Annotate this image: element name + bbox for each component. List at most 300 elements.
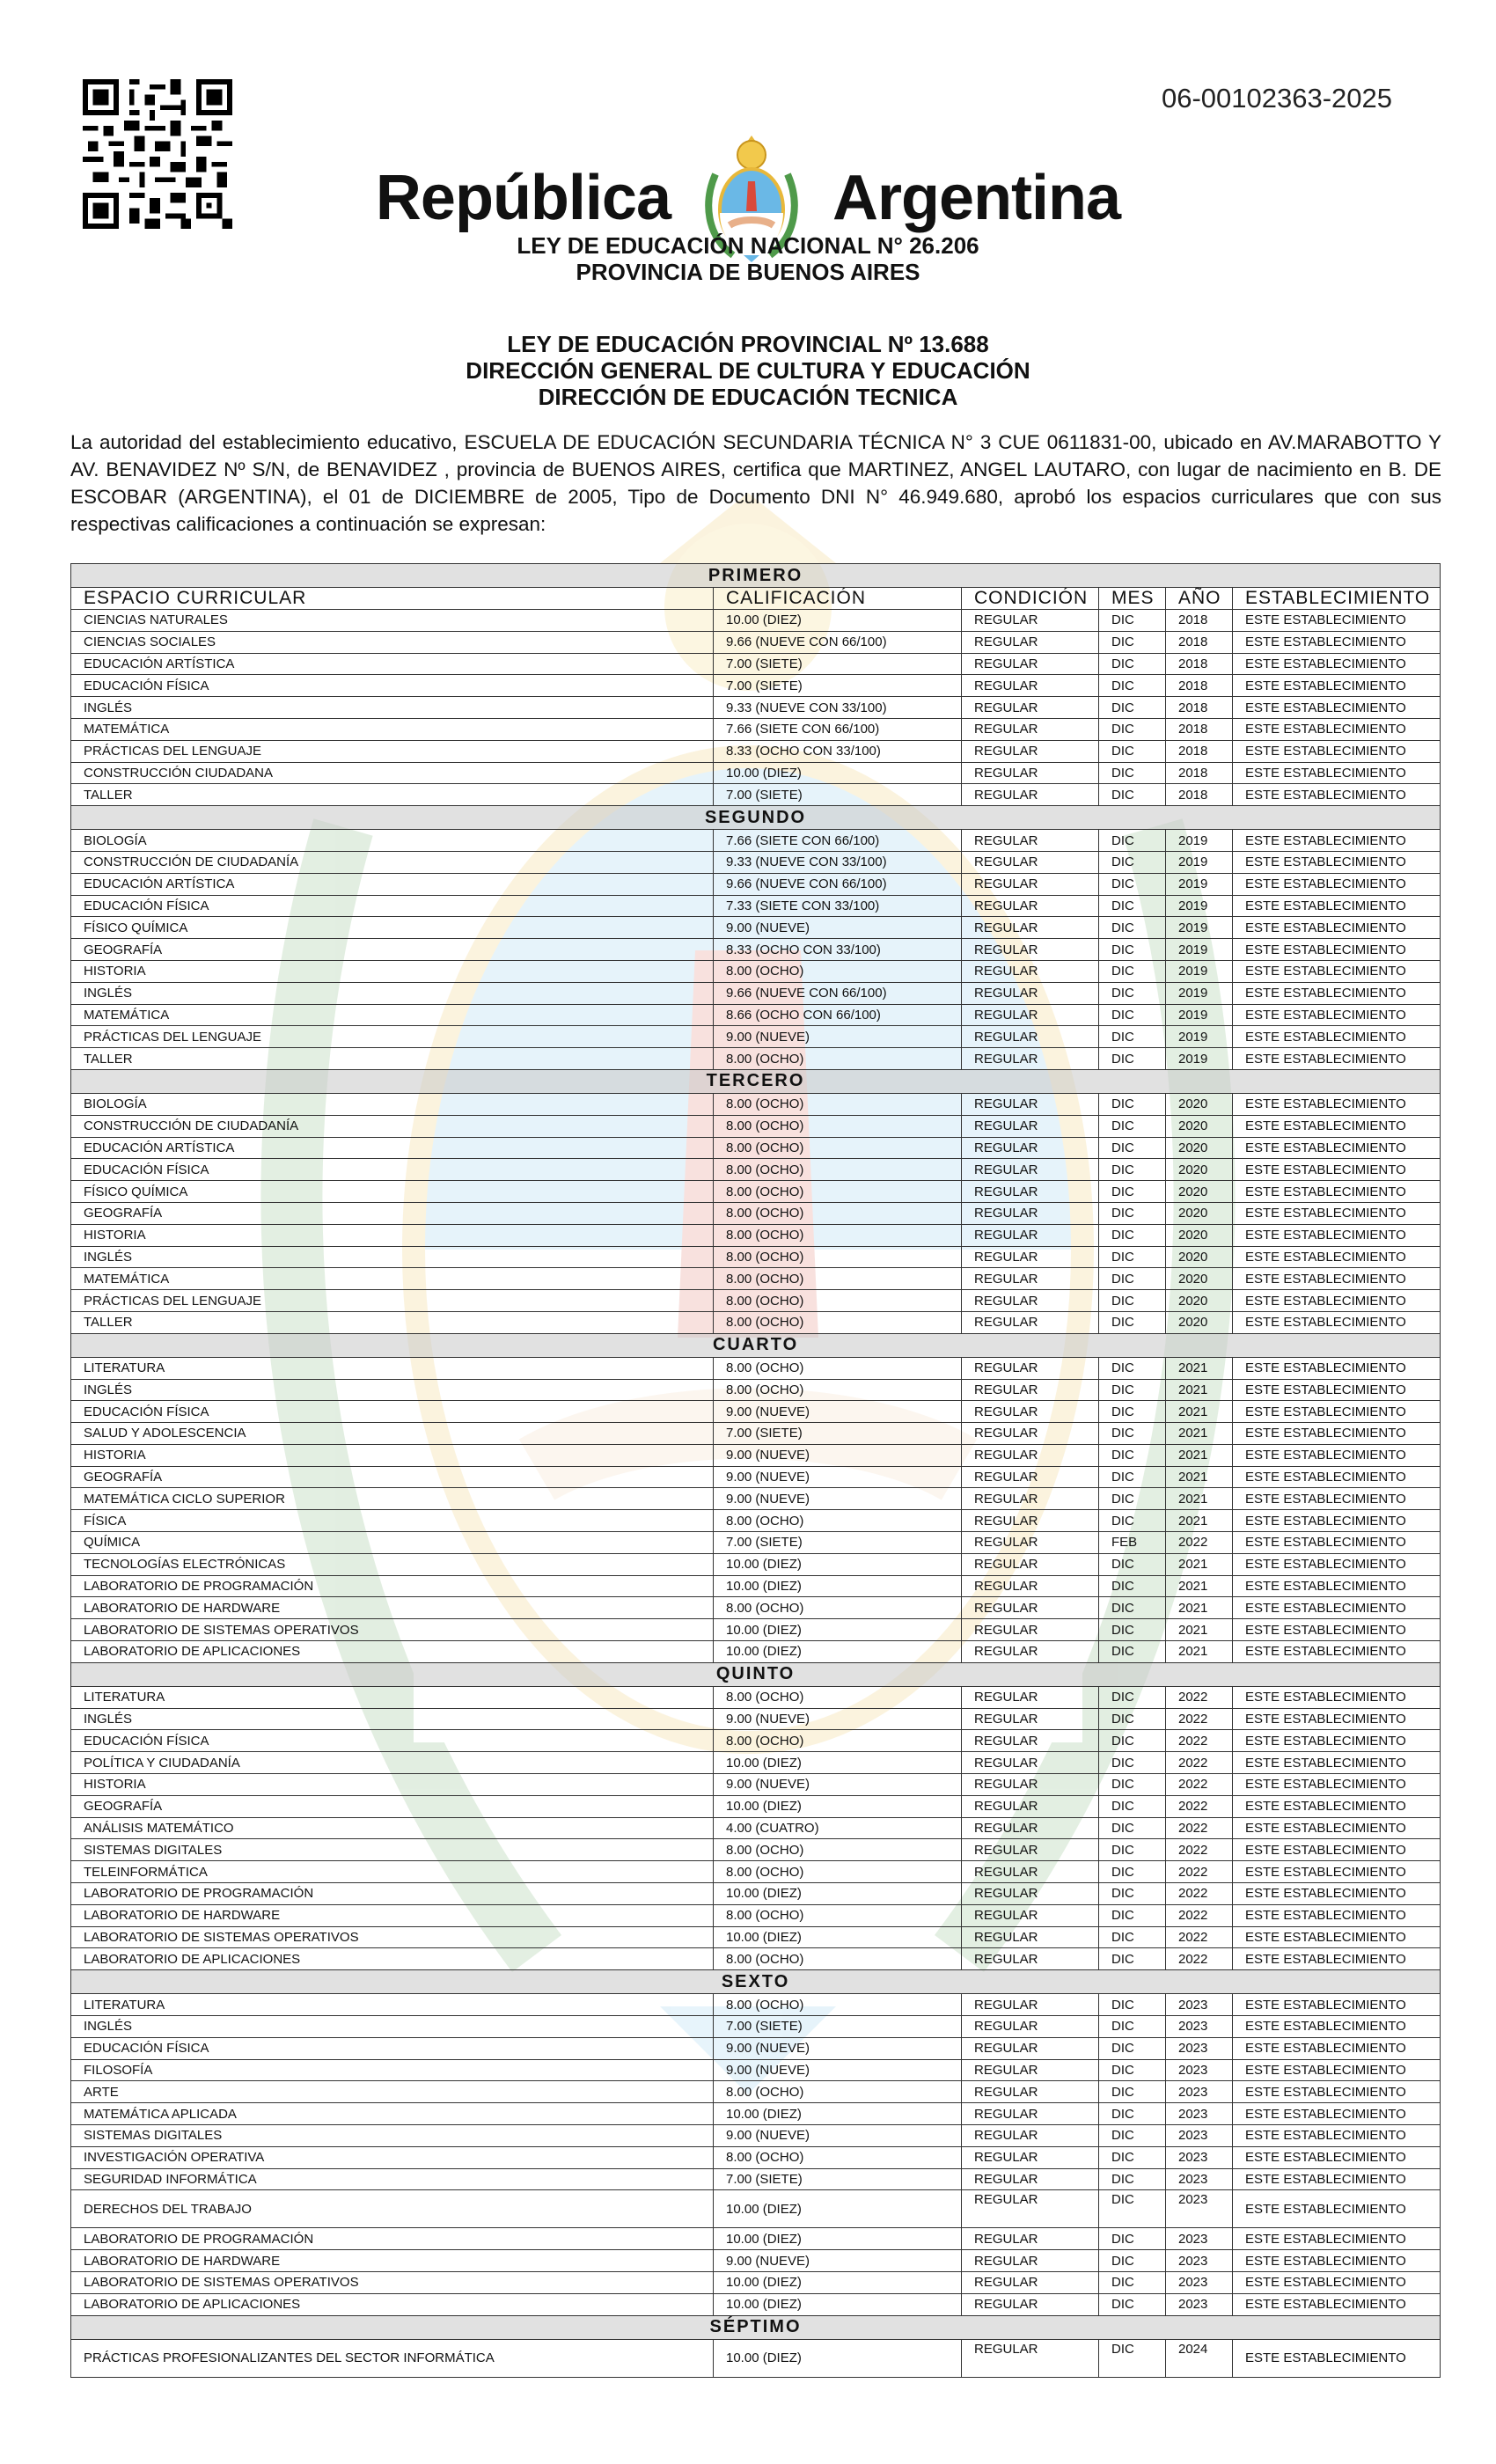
year-cell: 2019: [1166, 939, 1233, 961]
month-cell: DIC: [1099, 1774, 1166, 1796]
subject-cell: INGLÉS: [71, 2016, 714, 2038]
table-row: [71, 1246, 1441, 1268]
month-cell: DIC: [1099, 2037, 1166, 2059]
condition-cell: REGULAR: [962, 631, 1099, 653]
table-row: [71, 1839, 1441, 1861]
section-header: [71, 1662, 1441, 1686]
institution-cell: ESTE ESTABLECIMIENTO: [1233, 1093, 1441, 1115]
institution-cell: ESTE ESTABLECIMIENTO: [1233, 1488, 1441, 1510]
table-row: [71, 1619, 1441, 1641]
grade-cell: 10.00 (DIEZ): [714, 1641, 962, 1663]
condition-cell: REGULAR: [962, 1181, 1099, 1203]
month-cell: DIC: [1099, 1026, 1166, 1048]
section-title: SÉPTIMO: [71, 2315, 1441, 2339]
condition-cell: REGULAR: [962, 1466, 1099, 1488]
institution-cell: ESTE ESTABLECIMIENTO: [1233, 1774, 1441, 1796]
year-cell: 2022: [1166, 1532, 1233, 1554]
grade-cell: 7.00 (SIETE): [714, 2168, 962, 2190]
year-cell: 2020: [1166, 1290, 1233, 1312]
condition-cell: REGULAR: [962, 1510, 1099, 1532]
month-cell: DIC: [1099, 1686, 1166, 1708]
month-cell: DIC: [1099, 1752, 1166, 1774]
institution-cell: ESTE ESTABLECIMIENTO: [1233, 2146, 1441, 2168]
table-row: [71, 1575, 1441, 1597]
condition-cell: REGULAR: [962, 1926, 1099, 1948]
institution-cell: ESTE ESTABLECIMIENTO: [1233, 1026, 1441, 1048]
subject-cell: SALUD Y ADOLESCENCIA: [71, 1423, 714, 1445]
condition-cell: REGULAR: [962, 1357, 1099, 1379]
header-line: DIRECCIÓN DE EDUCACIÓN TECNICA: [538, 384, 958, 410]
grade-cell: 9.66 (NUEVE CON 66/100): [714, 873, 962, 895]
grade-cell: 8.00 (OCHO): [714, 1048, 962, 1070]
grade-cell: 10.00 (DIEZ): [714, 1575, 962, 1597]
condition-cell: REGULAR: [962, 851, 1099, 873]
table-row: [71, 895, 1441, 917]
month-cell: DIC: [1099, 2339, 1166, 2377]
institution-cell: ESTE ESTABLECIMIENTO: [1233, 830, 1441, 852]
condition-cell: REGULAR: [962, 784, 1099, 806]
month-cell: DIC: [1099, 675, 1166, 697]
condition-cell: REGULAR: [962, 1994, 1099, 2016]
subject-cell: GEOGRAFÍA: [71, 1795, 714, 1817]
month-cell: DIC: [1099, 2228, 1166, 2250]
institution-cell: ESTE ESTABLECIMIENTO: [1233, 740, 1441, 762]
table-row: [71, 1817, 1441, 1839]
subject-cell: SISTEMAS DIGITALES: [71, 2125, 714, 2147]
subject-cell: TALLER: [71, 784, 714, 806]
month-cell: DIC: [1099, 1466, 1166, 1488]
year-cell: 2022: [1166, 1883, 1233, 1905]
condition-cell: REGULAR: [962, 2250, 1099, 2272]
col-year-header: AÑO: [1166, 588, 1233, 610]
grade-cell: 8.00 (OCHO): [714, 1093, 962, 1115]
year-cell: 2018: [1166, 784, 1233, 806]
grade-cell: 8.00 (OCHO): [714, 1268, 962, 1290]
condition-cell: REGULAR: [962, 1202, 1099, 1224]
section-header: [71, 564, 1441, 588]
section-header: [71, 2315, 1441, 2339]
grade-cell: 8.00 (OCHO): [714, 1246, 962, 1268]
month-cell: DIC: [1099, 1619, 1166, 1641]
table-row: [71, 1904, 1441, 1926]
institution-cell: ESTE ESTABLECIMIENTO: [1233, 1357, 1441, 1379]
table-row: [71, 718, 1441, 740]
year-cell: 2021: [1166, 1597, 1233, 1619]
grade-cell: 7.00 (SIETE): [714, 784, 962, 806]
year-cell: 2018: [1166, 762, 1233, 784]
month-cell: DIC: [1099, 982, 1166, 1004]
institution-cell: ESTE ESTABLECIMIENTO: [1233, 1444, 1441, 1466]
subject-cell: HISTORIA: [71, 960, 714, 982]
condition-cell: REGULAR: [962, 1224, 1099, 1246]
year-cell: 2019: [1166, 895, 1233, 917]
year-cell: 2021: [1166, 1553, 1233, 1575]
table-row: [71, 653, 1441, 675]
year-cell: 2022: [1166, 1708, 1233, 1730]
institution-cell: ESTE ESTABLECIMIENTO: [1233, 895, 1441, 917]
institution-cell: ESTE ESTABLECIMIENTO: [1233, 1311, 1441, 1333]
condition-cell: REGULAR: [962, 960, 1099, 982]
year-cell: 2018: [1166, 718, 1233, 740]
institution-cell: ESTE ESTABLECIMIENTO: [1233, 873, 1441, 895]
table-row: [71, 2293, 1441, 2315]
month-cell: DIC: [1099, 1004, 1166, 1026]
condition-cell: REGULAR: [962, 1774, 1099, 1796]
table-row: [71, 1311, 1441, 1333]
condition-cell: REGULAR: [962, 1246, 1099, 1268]
section-title: PRIMERO: [71, 564, 1441, 588]
grade-cell: 7.00 (SIETE): [714, 675, 962, 697]
year-cell: 2022: [1166, 1839, 1233, 1861]
year-cell: 2022: [1166, 1926, 1233, 1948]
grade-cell: 8.00 (OCHO): [714, 1224, 962, 1246]
condition-cell: REGULAR: [962, 1093, 1099, 1115]
subject-cell: LABORATORIO DE PROGRAMACIÓN: [71, 1575, 714, 1597]
institution-cell: ESTE ESTABLECIMIENTO: [1233, 2037, 1441, 2059]
condition-cell: REGULAR: [962, 2125, 1099, 2147]
month-cell: DIC: [1099, 1861, 1166, 1883]
subject-cell: LABORATORIO DE HARDWARE: [71, 2250, 714, 2272]
table-row: [71, 1357, 1441, 1379]
institution-cell: ESTE ESTABLECIMIENTO: [1233, 1401, 1441, 1423]
institution-cell: ESTE ESTABLECIMIENTO: [1233, 2190, 1441, 2228]
month-cell: DIC: [1099, 1311, 1166, 1333]
subject-cell: CIENCIAS NATURALES: [71, 610, 714, 632]
subject-cell: INGLÉS: [71, 1708, 714, 1730]
table-row: [71, 1268, 1441, 1290]
year-cell: 2024: [1166, 2339, 1233, 2377]
subject-cell: ARTE: [71, 2081, 714, 2103]
month-cell: DIC: [1099, 1575, 1166, 1597]
subject-cell: POLÍTICA Y CIUDADANÍA: [71, 1752, 714, 1774]
institution-cell: ESTE ESTABLECIMIENTO: [1233, 1290, 1441, 1312]
year-cell: 2018: [1166, 675, 1233, 697]
subject-cell: FILOSOFÍA: [71, 2059, 714, 2081]
table-row: [71, 1224, 1441, 1246]
col-condition-header: CONDICIÓN: [962, 588, 1099, 610]
grade-cell: 7.66 (SIETE CON 66/100): [714, 830, 962, 852]
month-cell: DIC: [1099, 1401, 1166, 1423]
condition-cell: REGULAR: [962, 1641, 1099, 1663]
subject-cell: SEGURIDAD INFORMÁTICA: [71, 2168, 714, 2190]
subject-cell: TALLER: [71, 1311, 714, 1333]
grades-table: [70, 563, 1441, 2378]
institution-cell: ESTE ESTABLECIMIENTO: [1233, 939, 1441, 961]
year-cell: 2021: [1166, 1510, 1233, 1532]
month-cell: DIC: [1099, 1730, 1166, 1752]
institution-cell: ESTE ESTABLECIMIENTO: [1233, 1575, 1441, 1597]
institution-cell: ESTE ESTABLECIMIENTO: [1233, 1268, 1441, 1290]
table-row: [71, 1093, 1441, 1115]
subject-cell: INGLÉS: [71, 982, 714, 1004]
month-cell: DIC: [1099, 2271, 1166, 2293]
month-cell: DIC: [1099, 1423, 1166, 1445]
month-cell: DIC: [1099, 653, 1166, 675]
year-cell: 2023: [1166, 2293, 1233, 2315]
grade-cell: 10.00 (DIEZ): [714, 1752, 962, 1774]
condition-cell: REGULAR: [962, 675, 1099, 697]
year-cell: 2023: [1166, 2271, 1233, 2293]
grade-cell: 10.00 (DIEZ): [714, 1795, 962, 1817]
grade-cell: 8.00 (OCHO): [714, 1379, 962, 1401]
grade-cell: 10.00 (DIEZ): [714, 1619, 962, 1641]
grade-cell: 10.00 (DIEZ): [714, 2190, 962, 2228]
year-cell: 2022: [1166, 1817, 1233, 1839]
grade-cell: 8.00 (OCHO): [714, 1357, 962, 1379]
table-row: [71, 1202, 1441, 1224]
condition-cell: REGULAR: [962, 2016, 1099, 2038]
month-cell: DIC: [1099, 1904, 1166, 1926]
subject-cell: BIOLOGÍA: [71, 1093, 714, 1115]
condition-cell: REGULAR: [962, 610, 1099, 632]
subject-cell: EDUCACIÓN FÍSICA: [71, 895, 714, 917]
grade-cell: 9.00 (NUEVE): [714, 2250, 962, 2272]
institution-cell: ESTE ESTABLECIMIENTO: [1233, 2081, 1441, 2103]
table-row: [71, 1994, 1441, 2016]
section-title: TERCERO: [71, 1069, 1441, 1093]
institution-cell: ESTE ESTABLECIMIENTO: [1233, 2250, 1441, 2272]
subject-cell: MATEMÁTICA: [71, 1004, 714, 1026]
table-row: [71, 2228, 1441, 2250]
grade-cell: 7.00 (SIETE): [714, 1532, 962, 1554]
grade-cell: 10.00 (DIEZ): [714, 1553, 962, 1575]
year-cell: 2022: [1166, 1752, 1233, 1774]
institution-cell: ESTE ESTABLECIMIENTO: [1233, 1004, 1441, 1026]
year-cell: 2019: [1166, 917, 1233, 939]
year-cell: 2023: [1166, 2125, 1233, 2147]
institution-cell: ESTE ESTABLECIMIENTO: [1233, 1752, 1441, 1774]
law-headers: [0, 232, 1496, 410]
subject-cell: HISTORIA: [71, 1444, 714, 1466]
subject-cell: EDUCACIÓN FÍSICA: [71, 1730, 714, 1752]
table-row: [71, 1553, 1441, 1575]
month-cell: DIC: [1099, 1553, 1166, 1575]
month-cell: DIC: [1099, 873, 1166, 895]
subject-cell: LABORATORIO DE APLICACIONES: [71, 1641, 714, 1663]
month-cell: DIC: [1099, 1817, 1166, 1839]
table-row: [71, 1926, 1441, 1948]
column-header-row: [71, 588, 1441, 610]
condition-cell: REGULAR: [962, 1795, 1099, 1817]
subject-cell: LABORATORIO DE APLICACIONES: [71, 2293, 714, 2315]
grade-cell: 8.66 (OCHO CON 66/100): [714, 1004, 962, 1026]
institution-cell: ESTE ESTABLECIMIENTO: [1233, 1948, 1441, 1970]
institution-cell: ESTE ESTABLECIMIENTO: [1233, 1181, 1441, 1203]
year-cell: 2021: [1166, 1641, 1233, 1663]
col-grade-header: CALIFICACIÓN: [714, 588, 962, 610]
grade-cell: 10.00 (DIEZ): [714, 2271, 962, 2293]
subject-cell: INVESTIGACIÓN OPERATIVA: [71, 2146, 714, 2168]
subject-cell: ANÁLISIS MATEMÁTICO: [71, 1817, 714, 1839]
condition-cell: REGULAR: [962, 2037, 1099, 2059]
subject-cell: LABORATORIO DE HARDWARE: [71, 1597, 714, 1619]
subject-cell: TALLER: [71, 1048, 714, 1070]
grade-cell: 9.00 (NUEVE): [714, 1466, 962, 1488]
grade-cell: 10.00 (DIEZ): [714, 610, 962, 632]
condition-cell: REGULAR: [962, 762, 1099, 784]
table-row: [71, 762, 1441, 784]
header-line: DIRECCIÓN GENERAL DE CULTURA Y EDUCACIÓN: [466, 357, 1030, 384]
year-cell: 2018: [1166, 740, 1233, 762]
grade-cell: 9.66 (NUEVE CON 66/100): [714, 982, 962, 1004]
col-subject-header: ESPACIO CURRICULAR: [71, 588, 714, 610]
subject-cell: LITERATURA: [71, 1357, 714, 1379]
table-row: [71, 1444, 1441, 1466]
grade-cell: 9.00 (NUEVE): [714, 1488, 962, 1510]
subject-cell: SISTEMAS DIGITALES: [71, 1839, 714, 1861]
grade-cell: 9.00 (NUEVE): [714, 2059, 962, 2081]
year-cell: 2022: [1166, 1948, 1233, 1970]
title-right: Argentina: [832, 163, 1121, 233]
institution-cell: ESTE ESTABLECIMIENTO: [1233, 1730, 1441, 1752]
institution-cell: ESTE ESTABLECIMIENTO: [1233, 2228, 1441, 2250]
grade-cell: 8.00 (OCHO): [714, 1730, 962, 1752]
institution-cell: ESTE ESTABLECIMIENTO: [1233, 2339, 1441, 2377]
condition-cell: REGULAR: [962, 1686, 1099, 1708]
institution-cell: ESTE ESTABLECIMIENTO: [1233, 2271, 1441, 2293]
condition-cell: REGULAR: [962, 982, 1099, 1004]
grade-cell: 7.33 (SIETE CON 33/100): [714, 895, 962, 917]
month-cell: DIC: [1099, 851, 1166, 873]
month-cell: DIC: [1099, 1159, 1166, 1181]
month-cell: DIC: [1099, 960, 1166, 982]
grade-cell: 9.00 (NUEVE): [714, 1026, 962, 1048]
month-cell: DIC: [1099, 2125, 1166, 2147]
grade-cell: 8.00 (OCHO): [714, 1137, 962, 1159]
year-cell: 2018: [1166, 653, 1233, 675]
table-row: [71, 1641, 1441, 1663]
year-cell: 2021: [1166, 1619, 1233, 1641]
institution-cell: ESTE ESTABLECIMIENTO: [1233, 1686, 1441, 1708]
grade-cell: 8.00 (OCHO): [714, 1948, 962, 1970]
institution-cell: ESTE ESTABLECIMIENTO: [1233, 1795, 1441, 1817]
institution-cell: ESTE ESTABLECIMIENTO: [1233, 1466, 1441, 1488]
month-cell: DIC: [1099, 2081, 1166, 2103]
year-cell: 2021: [1166, 1357, 1233, 1379]
subject-cell: GEOGRAFÍA: [71, 1466, 714, 1488]
header-line: PROVINCIA DE BUENOS AIRES: [576, 259, 920, 285]
month-cell: DIC: [1099, 1202, 1166, 1224]
year-cell: 2018: [1166, 697, 1233, 719]
year-cell: 2019: [1166, 851, 1233, 873]
month-cell: DIC: [1099, 718, 1166, 740]
section-header: [71, 806, 1441, 830]
condition-cell: REGULAR: [962, 718, 1099, 740]
table-row: [71, 740, 1441, 762]
month-cell: DIC: [1099, 2016, 1166, 2038]
condition-cell: REGULAR: [962, 1597, 1099, 1619]
institution-cell: ESTE ESTABLECIMIENTO: [1233, 851, 1441, 873]
year-cell: 2022: [1166, 1774, 1233, 1796]
year-cell: 2023: [1166, 2081, 1233, 2103]
year-cell: 2020: [1166, 1181, 1233, 1203]
institution-cell: ESTE ESTABLECIMIENTO: [1233, 1423, 1441, 1445]
year-cell: 2018: [1166, 610, 1233, 632]
grade-cell: 8.00 (OCHO): [714, 1510, 962, 1532]
institution-cell: ESTE ESTABLECIMIENTO: [1233, 697, 1441, 719]
month-cell: DIC: [1099, 1115, 1166, 1137]
table-row: [71, 1597, 1441, 1619]
subject-cell: CONSTRUCCIÓN DE CIUDADANÍA: [71, 851, 714, 873]
institution-cell: ESTE ESTABLECIMIENTO: [1233, 1817, 1441, 1839]
condition-cell: REGULAR: [962, 2168, 1099, 2190]
condition-cell: REGULAR: [962, 2228, 1099, 2250]
institution-cell: ESTE ESTABLECIMIENTO: [1233, 1619, 1441, 1641]
month-cell: DIC: [1099, 740, 1166, 762]
condition-cell: REGULAR: [962, 1488, 1099, 1510]
grade-cell: 10.00 (DIEZ): [714, 2293, 962, 2315]
year-cell: 2023: [1166, 2146, 1233, 2168]
condition-cell: REGULAR: [962, 2081, 1099, 2103]
subject-cell: EDUCACIÓN FÍSICA: [71, 675, 714, 697]
table-row: [71, 873, 1441, 895]
grade-cell: 8.33 (OCHO CON 33/100): [714, 939, 962, 961]
condition-cell: REGULAR: [962, 2271, 1099, 2293]
condition-cell: REGULAR: [962, 1311, 1099, 1333]
institution-cell: ESTE ESTABLECIMIENTO: [1233, 1839, 1441, 1861]
institution-cell: ESTE ESTABLECIMIENTO: [1233, 917, 1441, 939]
month-cell: DIC: [1099, 1137, 1166, 1159]
institution-cell: ESTE ESTABLECIMIENTO: [1233, 1246, 1441, 1268]
condition-cell: REGULAR: [962, 1268, 1099, 1290]
institution-cell: ESTE ESTABLECIMIENTO: [1233, 1597, 1441, 1619]
table-row: [71, 1137, 1441, 1159]
institution-cell: ESTE ESTABLECIMIENTO: [1233, 718, 1441, 740]
grade-cell: 8.00 (OCHO): [714, 1686, 962, 1708]
subject-cell: LABORATORIO DE HARDWARE: [71, 1904, 714, 1926]
month-cell: DIC: [1099, 1926, 1166, 1948]
month-cell: DIC: [1099, 1795, 1166, 1817]
grade-cell: 10.00 (DIEZ): [714, 2103, 962, 2125]
year-cell: 2021: [1166, 1401, 1233, 1423]
section-header: [71, 1333, 1441, 1357]
institution-cell: ESTE ESTABLECIMIENTO: [1233, 1115, 1441, 1137]
table-row: [71, 1730, 1441, 1752]
month-cell: DIC: [1099, 1224, 1166, 1246]
grade-cell: 8.00 (OCHO): [714, 1861, 962, 1883]
table-row: [71, 1379, 1441, 1401]
year-cell: 2019: [1166, 830, 1233, 852]
subject-cell: FÍSICO QUÍMICA: [71, 1181, 714, 1203]
subject-cell: DERECHOS DEL TRABAJO: [71, 2190, 714, 2228]
table-row: [71, 1774, 1441, 1796]
condition-cell: REGULAR: [962, 895, 1099, 917]
subject-cell: TECNOLOGÍAS ELECTRÓNICAS: [71, 1553, 714, 1575]
table-row: [71, 851, 1441, 873]
year-cell: 2022: [1166, 1904, 1233, 1926]
subject-cell: HISTORIA: [71, 1774, 714, 1796]
subject-cell: MATEMÁTICA APLICADA: [71, 2103, 714, 2125]
section-title: QUINTO: [71, 1662, 1441, 1686]
subject-cell: BIOLOGÍA: [71, 830, 714, 852]
document-id: 06-00102363-2025: [1161, 83, 1392, 114]
institution-cell: ESTE ESTABLECIMIENTO: [1233, 1510, 1441, 1532]
institution-cell: ESTE ESTABLECIMIENTO: [1233, 2168, 1441, 2190]
section-title: CUARTO: [71, 1333, 1441, 1357]
table-row: [71, 2103, 1441, 2125]
subject-cell: PRÁCTICAS DEL LENGUAJE: [71, 740, 714, 762]
month-cell: DIC: [1099, 1268, 1166, 1290]
grade-cell: 4.00 (CUATRO): [714, 1817, 962, 1839]
institution-cell: ESTE ESTABLECIMIENTO: [1233, 1224, 1441, 1246]
institution-cell: ESTE ESTABLECIMIENTO: [1233, 2016, 1441, 2038]
table-row: [71, 1115, 1441, 1137]
institution-cell: ESTE ESTABLECIMIENTO: [1233, 1202, 1441, 1224]
grade-cell: 7.00 (SIETE): [714, 653, 962, 675]
table-row: [71, 631, 1441, 653]
subject-cell: EDUCACIÓN ARTÍSTICA: [71, 1137, 714, 1159]
grade-cell: 9.00 (NUEVE): [714, 1401, 962, 1423]
